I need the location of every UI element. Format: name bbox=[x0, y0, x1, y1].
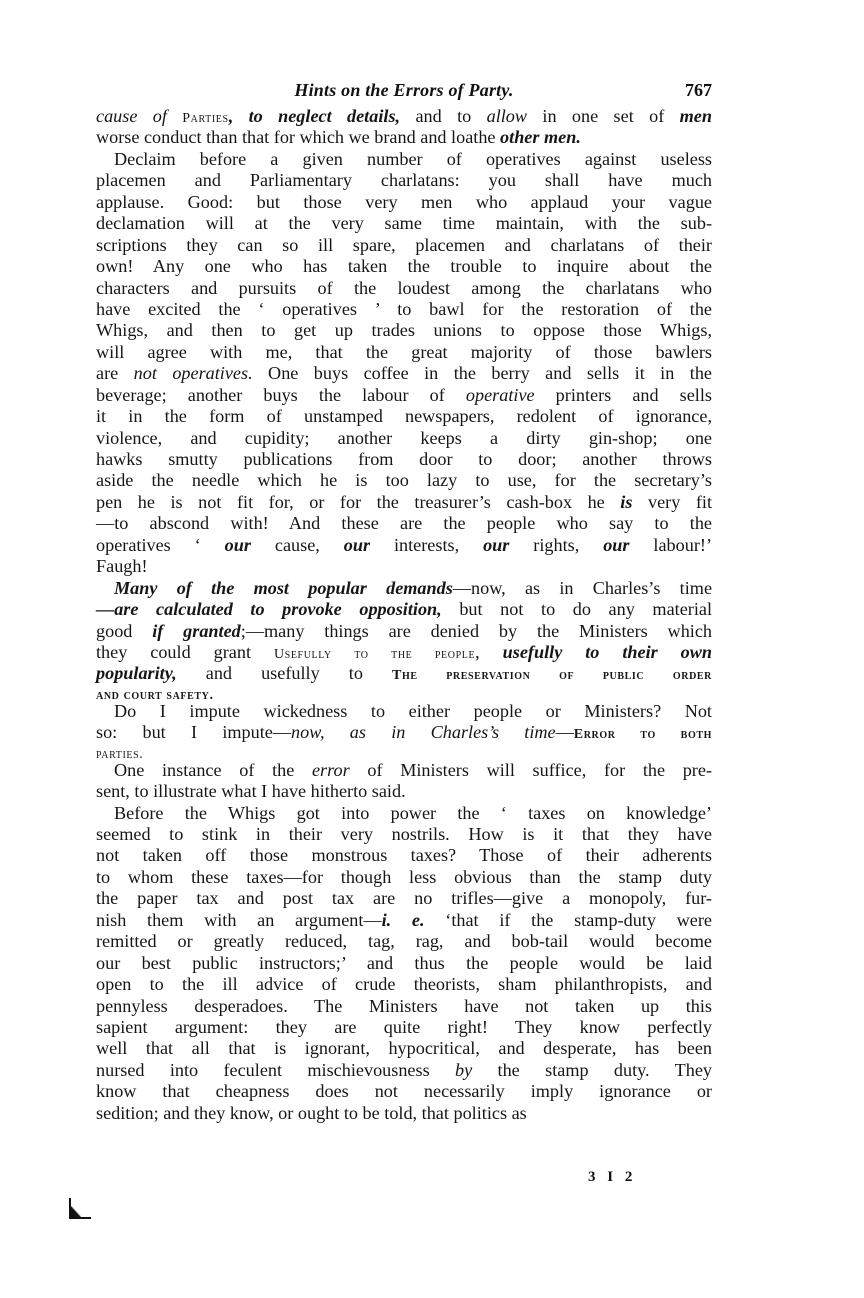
text-run: but not to do any material bbox=[441, 599, 712, 620]
text-line bbox=[96, 974, 712, 995]
text-run: placemen and Parliamentary charlatans: you shall have much bbox=[96, 170, 712, 191]
emphasis-text: Usefully to the people bbox=[273, 646, 476, 662]
text-line bbox=[96, 213, 712, 234]
text-run: ‘that if the stamp-duty were bbox=[424, 909, 712, 930]
emphasis-text: cause of bbox=[96, 106, 183, 126]
text-run: Before the Whigs got into power the ‘ taxes on knowledge’ bbox=[114, 802, 712, 823]
text-line bbox=[96, 385, 712, 406]
text-run: —to abscond with! And these are the people who say to the bbox=[96, 513, 712, 534]
body-text bbox=[96, 106, 712, 1124]
text-line bbox=[96, 535, 712, 556]
text-run: sapient argument: they are quite right! They know perfectly bbox=[96, 1016, 712, 1037]
text-line bbox=[96, 744, 712, 760]
text-run: are bbox=[96, 363, 134, 384]
text-run: aside the needle which he is too lazy to use, for the secretary’s bbox=[96, 470, 712, 491]
text-line bbox=[96, 342, 712, 363]
text-run: scriptions they can so ill spare, placemen and charlatans of their bbox=[96, 234, 712, 255]
text-line bbox=[96, 685, 712, 701]
text-line bbox=[96, 910, 712, 931]
text-line bbox=[96, 192, 712, 213]
page-number: 767 bbox=[685, 80, 712, 100]
text-run: and to bbox=[400, 106, 487, 126]
text-run: pen he is not fit for, or for the treasurer’s cash-box he bbox=[96, 491, 621, 512]
text-run: in one set of bbox=[527, 106, 680, 126]
text-run: Declaim before a given number of operatives against useless bbox=[114, 148, 712, 169]
text-line bbox=[96, 867, 712, 888]
text-run: One buys coffee in the berry and sells it in the bbox=[252, 363, 712, 384]
emphasis-text: Parties bbox=[182, 111, 229, 126]
text-line bbox=[96, 1081, 712, 1102]
text-line bbox=[96, 953, 712, 974]
emphasis-text: popularity, bbox=[96, 663, 177, 684]
text-line bbox=[96, 845, 712, 866]
text-line bbox=[96, 803, 712, 824]
text-run: rights, bbox=[509, 534, 604, 555]
text-run: nursed into feculent mischievousness bbox=[96, 1059, 456, 1080]
text-run: seemed to stink in their very nostrils. How is it that they have bbox=[96, 824, 712, 844]
text-line bbox=[96, 599, 712, 620]
text-run: have excited the ‘ operatives ’ to bawl for the restoration of the bbox=[96, 298, 712, 319]
text-run: nish them with an argument— bbox=[96, 909, 382, 930]
emphasis-text: our bbox=[603, 534, 630, 555]
emphasis-text: other men. bbox=[500, 127, 581, 148]
text-line bbox=[96, 235, 712, 256]
emphasis-text: our bbox=[343, 534, 371, 555]
text-line bbox=[96, 492, 712, 513]
text-line bbox=[96, 170, 712, 191]
paragraph-p1-continued bbox=[96, 106, 712, 149]
text-line bbox=[96, 428, 712, 449]
emphasis-text: error bbox=[311, 759, 350, 780]
paragraph-p6-whigs bbox=[96, 803, 712, 1125]
emphasis-text: usefully to their own bbox=[502, 641, 713, 662]
text-run: it in the form of unstamped newspapers, redolent of ignorance, bbox=[96, 406, 712, 427]
text-run: the paper tax and post tax are no trifles—give a monopoly, fur- bbox=[96, 888, 712, 909]
text-line bbox=[96, 256, 712, 277]
text-run: will agree with me, that the great majority of those bawlers bbox=[96, 341, 712, 362]
emphasis-text: not operatives. bbox=[133, 363, 253, 384]
text-run: of Ministers will suffice, for the pre- bbox=[349, 759, 712, 780]
text-line bbox=[96, 722, 712, 743]
text-line bbox=[96, 513, 712, 534]
signature-mark: 3 I 2 bbox=[588, 1169, 637, 1185]
text-line bbox=[96, 1103, 712, 1124]
text-run: operatives ‘ bbox=[96, 534, 225, 555]
emphasis-text: our bbox=[483, 534, 510, 555]
text-line bbox=[96, 106, 712, 127]
text-run: interests, bbox=[370, 534, 484, 555]
text-run: ;—many things are denied by the Ministers which bbox=[240, 620, 713, 641]
text-run: , bbox=[475, 641, 503, 662]
text-run: sent, to illustrate what I have hitherto said. bbox=[96, 781, 406, 802]
emphasis-text: men bbox=[679, 106, 712, 126]
text-run: very fit bbox=[632, 491, 712, 512]
text-line bbox=[96, 299, 712, 320]
text-line bbox=[96, 1060, 712, 1081]
emphasis-text: if granted bbox=[152, 620, 241, 641]
text-line bbox=[96, 931, 712, 952]
text-run: declamation will at the very same time maintain, with the sub- bbox=[96, 213, 712, 234]
text-run: sedition; and they know, or ought to be told, that politics as bbox=[96, 1102, 527, 1123]
text-line bbox=[96, 127, 712, 148]
text-run: to whom these taxes—for though less obvious than the stamp duty bbox=[96, 866, 712, 887]
text-run: our best public instructors;’ and thus the people would be laid bbox=[96, 952, 712, 973]
emphasis-text: by bbox=[455, 1059, 473, 1080]
text-run: not taken off those monstrous taxes? Those of their adherents bbox=[96, 845, 712, 866]
text-line bbox=[96, 701, 712, 722]
text-run: so: but I impute— bbox=[96, 722, 292, 743]
text-run: Whigs, and then to get up trades unions to oppose those Whigs, bbox=[96, 320, 712, 341]
paragraph-p3-many bbox=[96, 578, 712, 701]
text-run: beverage; another buys the labour of bbox=[96, 384, 466, 405]
text-line bbox=[96, 470, 712, 491]
text-run: Do I impute wickedness to either people or Ministers? Not bbox=[114, 700, 712, 721]
text-run: cause, bbox=[250, 534, 344, 555]
text-line bbox=[96, 642, 712, 663]
text-line bbox=[96, 149, 712, 170]
paragraph-p2-declaim bbox=[96, 149, 712, 578]
text-line bbox=[96, 888, 712, 909]
text-run: the stamp duty. They bbox=[472, 1059, 712, 1080]
text-run: — bbox=[555, 722, 574, 743]
text-run: characters and pursuits of the loudest among the charlatans who bbox=[96, 277, 712, 298]
emphasis-text: Error to both bbox=[573, 727, 712, 743]
text-line bbox=[96, 824, 712, 845]
text-run: violence, and cupidity; another keeps a dirty gin-shop; one bbox=[96, 427, 712, 448]
text-run: know that cheapness does not necessarily imply ignorance or bbox=[96, 1081, 712, 1102]
text-line bbox=[96, 278, 712, 299]
text-run: good bbox=[96, 620, 153, 641]
text-run: worse conduct than that for which we brand and loathe bbox=[96, 127, 501, 148]
paragraph-p5-instance bbox=[96, 760, 712, 803]
text-run: own! Any one who has taken the trouble to inquire about the bbox=[96, 256, 712, 277]
running-title: Hints on the Errors of Party. bbox=[294, 80, 514, 100]
text-line bbox=[96, 1017, 712, 1038]
text-run: One instance of the bbox=[114, 759, 312, 780]
text-run: and usefully to bbox=[176, 663, 392, 684]
text-run: labour!’ bbox=[629, 534, 713, 555]
crop-corner-mark bbox=[69, 1198, 91, 1219]
emphasis-text: allow bbox=[486, 106, 528, 126]
emphasis-text: i. e. bbox=[381, 909, 425, 930]
running-head bbox=[96, 80, 712, 104]
paragraph-p4-impute bbox=[96, 701, 712, 760]
text-run: Faugh! bbox=[96, 556, 148, 577]
text-line bbox=[96, 663, 712, 684]
text-run: pennyless desperadoes. The Ministers have not taken up this bbox=[96, 995, 712, 1016]
text-line bbox=[96, 320, 712, 341]
text-line bbox=[96, 781, 712, 802]
emphasis-text: now, as in Charles’s time bbox=[291, 722, 556, 743]
emphasis-text: and court safety. bbox=[96, 687, 214, 703]
emphasis-text: —are calculated to provoke opposition, bbox=[96, 599, 442, 620]
text-line bbox=[96, 578, 712, 599]
text-run: open to the ill advice of crude theorists, sham philanthropists, and bbox=[96, 974, 712, 995]
emphasis-text: operative bbox=[465, 384, 535, 405]
emphasis-text: parties. bbox=[96, 746, 144, 762]
text-line bbox=[96, 556, 712, 577]
text-line bbox=[96, 996, 712, 1017]
emphasis-text: is bbox=[620, 491, 633, 512]
text-line bbox=[96, 363, 712, 384]
emphasis-text: The preservation of public order bbox=[392, 668, 712, 684]
text-line bbox=[96, 621, 712, 642]
text-line bbox=[96, 1038, 712, 1059]
text-run: applause. Good: but those very men who applaud your vague bbox=[96, 191, 712, 212]
text-line bbox=[96, 406, 712, 427]
emphasis-text: our bbox=[224, 534, 251, 555]
text-line bbox=[96, 760, 712, 781]
emphasis-text: Many of the most popular demands bbox=[114, 577, 453, 598]
text-run: —now, as in Charles’s time bbox=[452, 577, 713, 598]
text-run: hawks smutty publications from door to door; another throws bbox=[96, 449, 712, 469]
text-run: remitted or greatly reduced, tag, rag, and bob-tail would become bbox=[96, 931, 712, 952]
text-run: well that all that is ignorant, hypocritical, and desperate, has been bbox=[96, 1038, 712, 1059]
text-run: they could grant bbox=[96, 641, 274, 662]
text-line bbox=[96, 449, 712, 470]
emphasis-text: , to neglect details, bbox=[228, 106, 401, 126]
text-run: printers and sells bbox=[534, 384, 712, 405]
